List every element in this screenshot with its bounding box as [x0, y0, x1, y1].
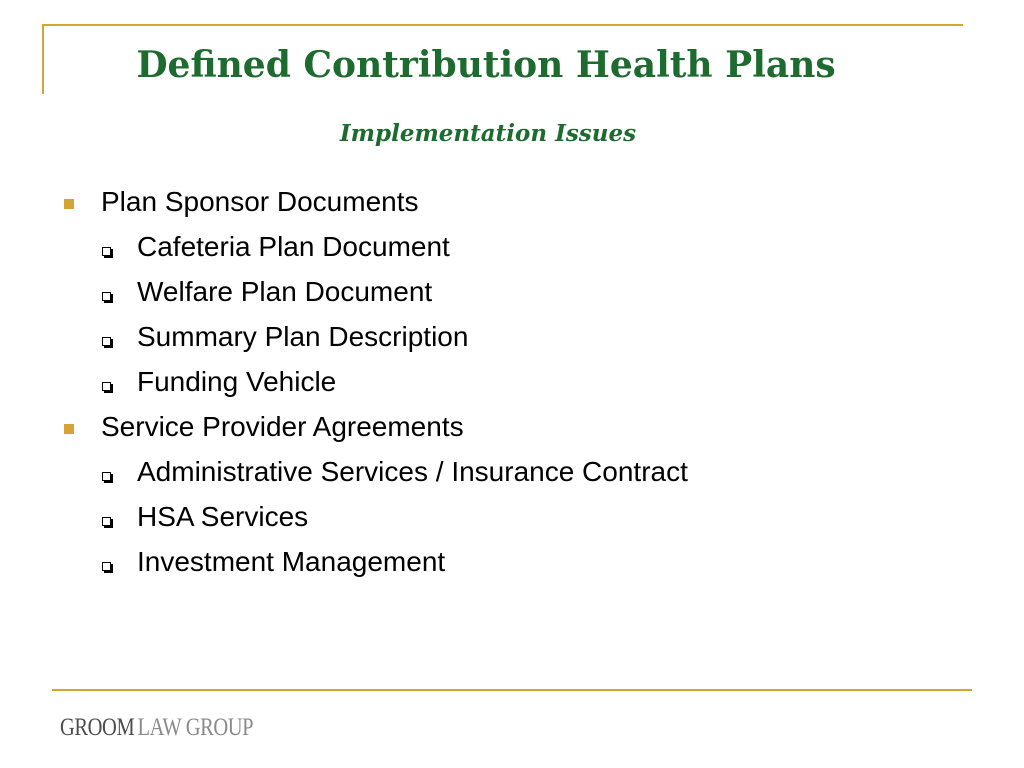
list-item-plan-sponsor-documents — [0, 182, 1024, 227]
logo-primary: GROOM — [60, 714, 135, 741]
square-bullet-icon — [64, 424, 74, 434]
list-item-service-provider-agreements — [0, 407, 1024, 452]
list-item-administrative-services — [0, 452, 1024, 497]
list-item-text: Plan Sponsor Documents — [101, 186, 419, 217]
list-item-funding-vehicle — [0, 362, 1024, 407]
slide-subtitle: Implementation Issues — [339, 120, 637, 147]
list-item-text: Investment Management — [137, 546, 446, 577]
list-item-text: Funding Vehicle — [137, 366, 337, 397]
hollow-square-bullet-icon — [102, 472, 111, 481]
list-item-text: Cafeteria Plan Document — [137, 231, 450, 262]
list-item-text: Administrative Services / Insurance Contract — [137, 456, 688, 487]
bullet-list — [0, 182, 1024, 587]
list-item-summary-plan-description — [0, 317, 1024, 362]
frame-top-rule — [42, 24, 963, 26]
list-item-welfare-plan-document — [0, 272, 1024, 317]
list-item-investment-management — [0, 542, 1024, 587]
list-item-text: Welfare Plan Document — [137, 276, 433, 307]
footer-rule — [52, 689, 972, 691]
list-item-cafeteria-plan-document — [0, 227, 1024, 272]
list-item-text: Summary Plan Description — [137, 321, 469, 352]
list-item-hsa-services — [0, 497, 1024, 542]
list-item-text: Service Provider Agreements — [101, 411, 464, 442]
hollow-square-bullet-icon — [102, 247, 111, 256]
hollow-square-bullet-icon — [102, 562, 111, 571]
hollow-square-bullet-icon — [102, 517, 111, 526]
square-bullet-icon — [64, 199, 74, 209]
hollow-square-bullet-icon — [102, 292, 111, 301]
slide-title: Defined Contribution Health Plans — [136, 44, 836, 86]
hollow-square-bullet-icon — [102, 382, 111, 391]
hollow-square-bullet-icon — [102, 337, 111, 346]
groom-law-group-logo — [60, 714, 253, 742]
list-item-text: HSA Services — [137, 501, 309, 532]
logo-secondary: LAW GROUP — [137, 714, 254, 741]
